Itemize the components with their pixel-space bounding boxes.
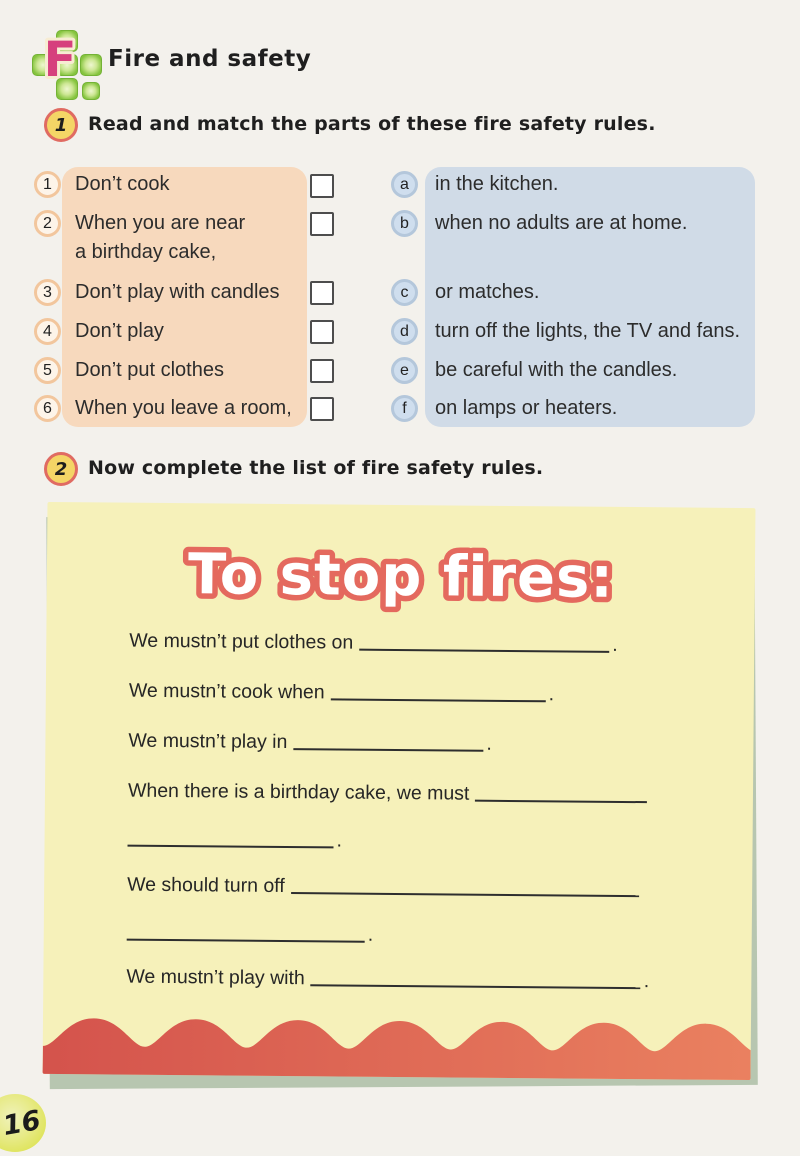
item-number: 5 <box>34 357 61 384</box>
right-phrase: be careful with the candles. <box>435 359 678 381</box>
right-phrase: on lamps or heaters. <box>435 397 618 419</box>
answer-checkbox-5[interactable] <box>310 359 334 383</box>
answer-checkbox-1[interactable] <box>310 174 334 198</box>
fill-blank-1[interactable] <box>359 629 609 653</box>
sentence-period: . <box>643 970 650 993</box>
sentence-period: . <box>612 633 618 656</box>
unit-letter: F <box>43 32 77 88</box>
unit-letter-icon <box>30 26 94 94</box>
right-phrase: turn off the lights, the TV and fans. <box>435 320 741 342</box>
sentence-period: . <box>336 829 343 852</box>
left-phrase-line2: a birthday cake, <box>75 241 217 263</box>
answer-checkbox-2[interactable] <box>310 212 334 236</box>
fill-blank-5[interactable] <box>291 873 639 898</box>
item-number: 2 <box>34 210 61 237</box>
answer-checkbox-4[interactable] <box>310 320 334 344</box>
card-title: To stop fires: <box>187 542 615 611</box>
unit-icon <box>30 28 104 102</box>
fire-rules-card <box>43 502 756 1080</box>
item-letter: a <box>391 171 418 198</box>
sentence-text: We mustn’t put clothes on <box>129 629 354 654</box>
left-phrase: Don’t play with candles <box>75 281 280 303</box>
left-phrase: Don’t cook <box>75 173 170 195</box>
rule-sentence <box>128 777 651 810</box>
sentence-period: . <box>548 683 555 706</box>
fill-blank-6[interactable] <box>311 965 641 989</box>
sentence-text: We mustn’t cook when <box>128 679 325 704</box>
card-title-art <box>46 526 755 624</box>
item-letter: e <box>391 357 418 384</box>
item-letter: c <box>391 279 418 306</box>
item-letter: b <box>391 210 418 237</box>
item-letter: d <box>391 318 418 345</box>
rule-sentence <box>128 727 492 758</box>
sentence-period: . <box>486 732 492 755</box>
rule-sentence <box>127 871 642 903</box>
left-phrase: Don’t put clothes <box>75 359 224 381</box>
fill-blank-3[interactable] <box>293 729 483 752</box>
page-number-blob <box>0 1094 46 1152</box>
answer-checkbox-3[interactable] <box>310 281 334 305</box>
fill-blank-4b[interactable] <box>128 825 334 848</box>
rule-sentence <box>126 963 649 996</box>
rule-sentence <box>129 627 618 659</box>
exercise2-badge: 2 <box>44 452 78 486</box>
rule-sentence <box>129 677 554 709</box>
answer-checkbox-6[interactable] <box>310 397 334 421</box>
page-title: Fire and safety <box>108 46 312 72</box>
sentence-text: We should turn off <box>127 873 285 898</box>
fill-blank-4[interactable] <box>475 780 647 803</box>
item-number: 4 <box>34 318 61 345</box>
sentence-period: . <box>367 923 374 946</box>
left-phrase-line1: When you are near <box>75 212 246 234</box>
page-number: 16 <box>0 1104 44 1142</box>
exercise1-badge: 1 <box>44 108 78 142</box>
right-phrase: when no adults are at home. <box>435 212 688 234</box>
exercise1-instruction: Read and match the parts of these fire safety rules. <box>88 113 656 135</box>
item-letter: f <box>391 395 418 422</box>
fill-blank-2[interactable] <box>331 679 546 702</box>
rule-sentence <box>127 825 342 855</box>
sentence-text: When there is a birthday cake, we must <box>127 779 470 805</box>
exercise2-instruction: Now complete the list of fire safety rules. <box>88 457 544 479</box>
right-phrase: or matches. <box>435 281 540 303</box>
left-phrase <box>75 209 245 267</box>
sentence-text: We mustn’t play with <box>126 965 305 990</box>
left-phrase: Don’t play <box>75 320 164 342</box>
right-phrase: in the kitchen. <box>435 173 559 195</box>
wave-border <box>43 1012 752 1080</box>
sentence-text: We mustn’t play in <box>128 729 288 754</box>
fill-blank-5b[interactable] <box>127 919 365 943</box>
item-number: 1 <box>34 171 61 198</box>
item-number: 6 <box>34 395 61 422</box>
left-phrase: When you leave a room, <box>75 397 292 419</box>
item-number: 3 <box>34 279 61 306</box>
rule-sentence <box>127 919 374 949</box>
